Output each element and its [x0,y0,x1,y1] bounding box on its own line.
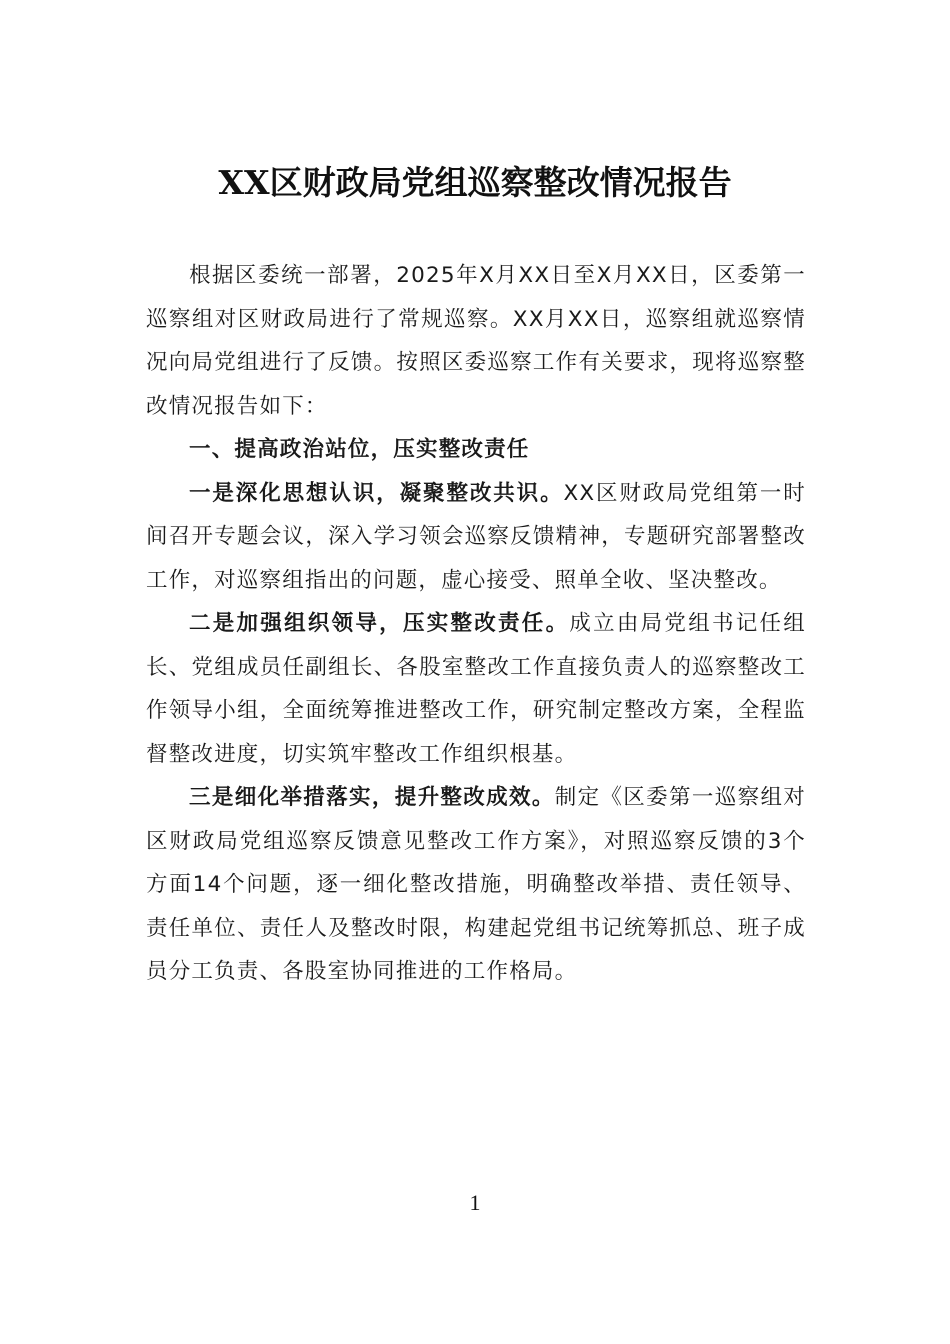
item-body-1: XX区财政局党组第一时间召开专题会议，深入学习领会巡察反馈精神，专题研究部署整改工作，对巡察组指出的问题，虚心接受、照单全收、坚决整改。 [146,480,806,593]
item-paragraph-1 [146,472,806,603]
document-body [146,254,806,994]
document-title: XX区财政局党组巡察整改情况报告 [218,163,732,202]
item-body-3: 制定《区委第一巡察组对区财政局党组巡察反馈意见整改工作方案》，对照巡察反馈的3个方面14个问题，逐一细化整改措施，明确整改举措、责任领导、责任单位、责任人及整改时限，构建起党组书记统筹抓总、班子成员分工负责、各股室协同推进的工作格局。 [146,785,807,984]
section-heading: 一、提高政治站位，压实整改责任 [189,437,530,462]
item-paragraph-3 [146,776,806,994]
intro-paragraph: 根据区委统一部署，2025年X月XX日至X月XX日，区委第一巡察组对区财政局进行了常规巡察。XX月XX日，巡察组就巡察情况向局党组进行了反馈。按照区委巡察工作有关要求，现将巡察整改情况报告如下： [146,263,806,419]
item-body-2: 成立由局党组书记任组长、党组成员任副组长、各股室整改工作直接负责人的巡察整改工作领导小组，全面统筹推进整改工作，研究制定整改方案，全程监督整改进度，切实筑牢整改工作组织根基。 [146,611,806,767]
page-number: 1 [469,1190,481,1215]
item-lead-2: 二是加强组织领导，压实整改责任。 [189,611,570,636]
item-paragraph-2 [146,602,806,776]
item-lead-1: 一是深化思想认识，凝聚整改共识。 [189,480,564,506]
item-lead-3: 三是细化举措落实，提升整改成效。 [189,785,555,810]
